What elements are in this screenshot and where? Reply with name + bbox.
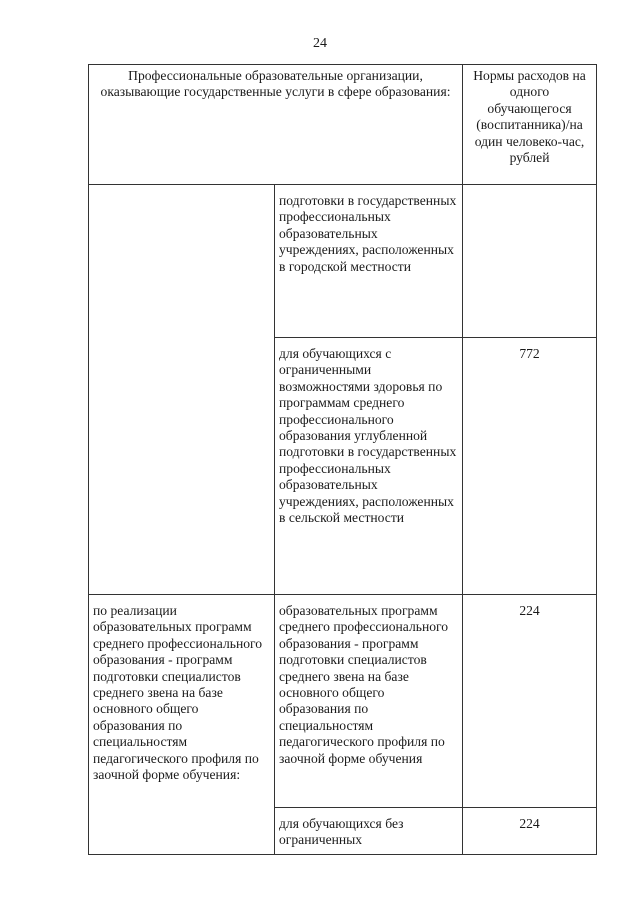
category-cell: по реализации образовательных программ среднего профессионального образования - программ подготовки специалистов среднего звена на базе основного общего образования по специальностям педагогического профиля по заочной форме обучения:	[89, 595, 275, 855]
page-number: 24	[313, 36, 327, 51]
expense-norms-table	[88, 64, 597, 855]
header-organizations: Профессиональные образовательные организации, оказывающие государственные услуги в сфере образования:	[89, 65, 463, 185]
category-cell	[89, 185, 275, 595]
table-row	[89, 595, 597, 808]
value-cell: 224	[463, 808, 597, 855]
program-cell: подготовки в государственных профессиональных образовательных учреждениях, расположенных в городской местности	[275, 185, 463, 338]
value-cell	[463, 185, 597, 338]
value-cell: 772	[463, 338, 597, 595]
program-cell: для обучающихся без ограниченных	[275, 808, 463, 855]
table-header-row	[89, 65, 597, 185]
program-cell: для обучающихся с ограниченными возможностями здоровья по программам среднего профессионального образования углубленной подготовки в государственных профессиональных образовательных учреждениях, расположенных в сельской местности	[275, 338, 463, 595]
table-row	[89, 185, 597, 338]
program-cell: образовательных программ среднего профессионального образования - программ подготовки специалистов среднего звена на базе основного общего образования по специальностям педагогического профиля по заочной форме обучения	[275, 595, 463, 808]
value-cell: 224	[463, 595, 597, 808]
header-norms: Нормы расходов на одного обучающегося (воспитанника)/на один человеко-час, рублей	[463, 65, 597, 185]
